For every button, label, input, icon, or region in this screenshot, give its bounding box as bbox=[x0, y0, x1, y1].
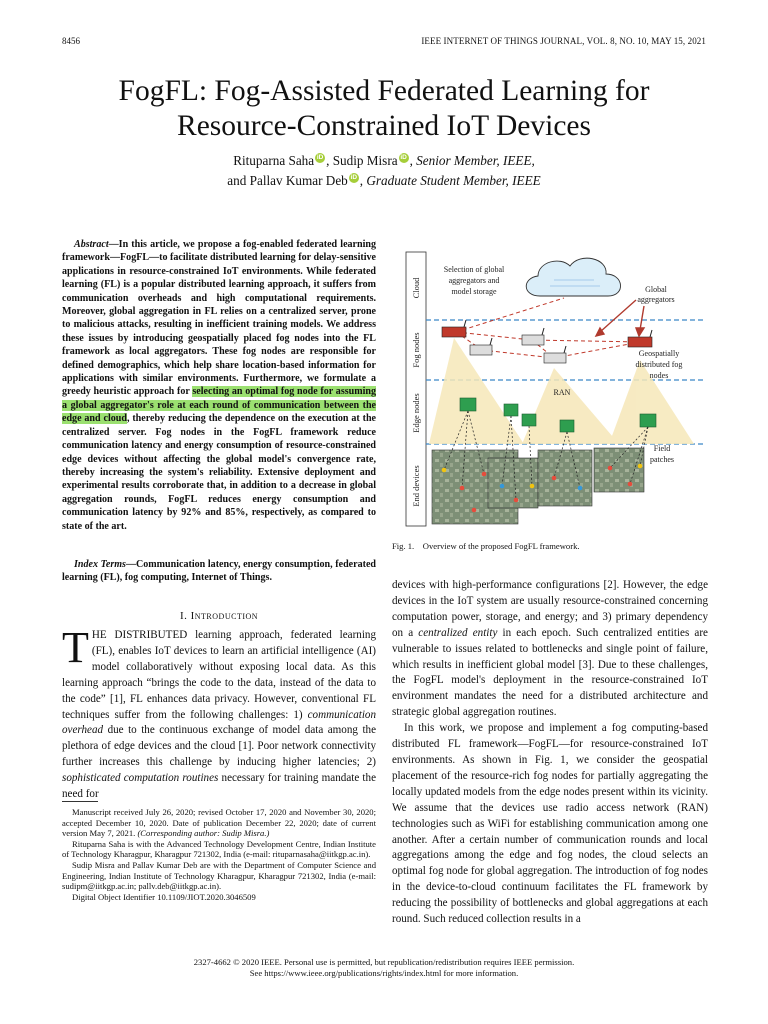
author-role: Senior Member, IEEE, bbox=[416, 153, 535, 168]
footnote-manuscript: Manuscript received July 26, 2020; revised October 17, 2020 and November 30, 2020; accepted December 10, 2020. Date of publication December 22, 2020; date of current version May 7, 2021. (Corresponding author: Sudip Misra.) bbox=[62, 807, 376, 839]
author-block: Rituparna Saha iD , Sudip Misra iD , Senior Member, IEEE, and Pallav Kumar Deb iD , Graduate Student Member, IEEE bbox=[227, 153, 541, 188]
layer-label-cloud: Cloud bbox=[411, 277, 421, 299]
orcid-icon[interactable]: iD bbox=[400, 154, 407, 161]
orcid-icon[interactable]: iD bbox=[350, 174, 358, 181]
footnote-affiliation: Rituparna Saha is with the Advanced Technology Development Centre, Indian Institute of Technology Kharagpur, Kharagpur 721302, India (e-mail: rituparnasaha@iitkgp.ac.in). bbox=[62, 838, 376, 860]
author-name: Sudip Misra bbox=[332, 153, 398, 168]
geo-label-3: nodes bbox=[649, 371, 669, 380]
footnote-doi: Digital Object Identifier 10.1109/JIOT.2020.3046509 bbox=[72, 891, 256, 902]
cloud-icon bbox=[526, 258, 620, 296]
field-patches bbox=[432, 448, 644, 524]
figure-caption: Fig. 1. Overview of the proposed FogFL framework. bbox=[392, 541, 580, 551]
page-number: 8456 bbox=[62, 36, 80, 46]
field-label-2: patches bbox=[650, 455, 674, 464]
section-name: Introduction bbox=[190, 610, 259, 622]
footnote-rule bbox=[62, 801, 98, 802]
global-label-1: Global bbox=[645, 285, 667, 294]
intro-text: necessary for training mandate the need for bbox=[62, 772, 376, 801]
author-name: Rituparna Saha bbox=[233, 153, 315, 168]
footnotes bbox=[62, 807, 376, 902]
cloud-label-1: Selection of global bbox=[443, 265, 505, 274]
index-terms bbox=[62, 558, 376, 585]
figure-1 bbox=[404, 238, 704, 530]
title-line-1: FogFL: Fog-Assisted Federated Learning for bbox=[118, 75, 650, 107]
layer-label-fog: Fog nodes bbox=[411, 332, 421, 368]
global-arrows bbox=[596, 300, 644, 336]
drop-cap: T bbox=[62, 623, 89, 672]
intro-emphasis: sophisticated computation routines bbox=[62, 772, 219, 785]
abstract-lead: Abstract bbox=[74, 239, 109, 250]
layer-label-end: End devices bbox=[411, 465, 421, 507]
intro-text: due to the continuous exchange of model data among the plethora of edge devices and the cloud [1]. Poor network connectivity further increases this challenge by inducing higher latencies; 2) bbox=[62, 724, 376, 769]
index-terms-lead: Index Terms bbox=[74, 559, 126, 570]
section-heading bbox=[62, 610, 376, 622]
section-number: I. bbox=[179, 610, 188, 622]
global-label-2: aggregators bbox=[637, 295, 675, 304]
geo-label-2: distributed fog bbox=[635, 360, 683, 369]
copyright-footer bbox=[0, 957, 768, 979]
author-name: Pallav Kumar Deb bbox=[249, 173, 348, 188]
abstract-highlight: selecting an optimal fog node for assuming a global aggregator's role at each round of communication between the edge and cloud bbox=[62, 386, 376, 425]
intro-text: HE DISTRIBUTED learning approach, federated learning (FL), enables IoT devices to learn an artificial intelligence (AI) model collaboratively without exposing local data. As this learning approach “brings the code to the data, instead of the data to the code” [1], FL enhances data privacy. However, conventional FL techniques suffer from the following challenges: 1) bbox=[62, 629, 376, 721]
footnote-affiliation: Sudip Misra and Pallav Kumar Deb are with the Department of Computer Science and Engineering, Indian Institute of Technology Kharagpur, Kharagpur 721302, India (e-mail: sudipm@iitkgp.ac.in; pallv.deb@iitkgp.ac.in). bbox=[62, 859, 376, 892]
rights-link[interactable]: See https://www.ieee.org/publications/rights/index.html for more information. bbox=[249, 968, 519, 978]
author-connector: and bbox=[227, 173, 247, 188]
fog-node-icons bbox=[442, 320, 652, 363]
layer-label-edge: Edge nodes bbox=[411, 393, 421, 433]
index-terms-text: —Communication latency, energy consumption, federated learning (FL), fog computing, Internet of Things. bbox=[62, 559, 376, 584]
journal-header: IEEE INTERNET OF THINGS JOURNAL, VOL. 8, NO. 10, MAY 15, 2021 bbox=[421, 36, 706, 46]
cloud-label-2: aggregators and bbox=[448, 276, 500, 285]
field-label-1: Field bbox=[653, 444, 671, 453]
right-column-text bbox=[392, 578, 708, 928]
introduction-text bbox=[62, 623, 376, 803]
geo-label-1: Geospatially bbox=[638, 349, 680, 358]
copyright-line: 2327-4662 © 2020 IEEE. Personal use is permitted, but republication/redistribution requires IEEE permission. bbox=[193, 957, 575, 967]
intro-emphasis: communication overhead bbox=[62, 708, 376, 737]
abstract-text-end: , thereby reducing the dependence on the execution at the centralized server. Fog nodes in the FogFL framework reduce communication latency and energy consumption of resource-constrained edge devices without affecting the global model's convergence rate, thereby increasing the system's reliability. Extensive deployment and experimental results corroborate that, in addition to a decrease in global aggregation rounds, FogFL reduces energy consumption and communication latency by 92% and 85%, respectively, as compared to state of the art. bbox=[62, 413, 376, 532]
author-role: Graduate Student Member, IEEE bbox=[366, 173, 541, 188]
abstract bbox=[62, 238, 376, 533]
ran-label: RAN bbox=[553, 388, 571, 397]
title-line-2: Resource-Constrained IoT Devices bbox=[177, 110, 591, 142]
abstract-text: —In this article, we propose a fog-enabled federated learning framework—FogFL—to facilitate distributed learning for delay-sensitive applications in resource-constrained IoT environments. While federated learning (FL) is a popular distributed learning approach, it suffers from communication overheads and high computational requirements. Moreover, global aggregation in FL relies on a centralized server, prone to malicious attacks, resulting in inefficient training models. We address these issues by introducing geospatially placed fog nodes into the FL framework as local aggregators. These fog nodes are responsible for defined demographics, which help share location-based information for applications with similar environments. Furthermore, we formulate a greedy heuristic approach for bbox=[62, 239, 376, 398]
paper-title bbox=[0, 74, 768, 144]
paragraph: In this work, we propose and implement a fog computing-based distributed FL framework—FogFL—for resource-constrained IoT environments. As shown in Fig. 1, we consider the geospatial placement of the resource-rich fog nodes for partially aggregating the locally updated models from the edge nodes present within its vicinity. We assume that the devices use radio access network (RAN) technologies such as WiFi for establishing communication among one another. After a certain number of communication rounds and local aggregations among the edge and fog nodes, the cloud selects an optimal fog node for global aggregation. The introduction of fog nodes in the device-to-cloud continuum facilitates the FL framework by reducing the possibility of bottlenecks and global aggregations at each round. Such reduced collection results in a bbox=[392, 722, 708, 926]
cloud-label-3: model storage bbox=[451, 287, 497, 296]
paragraph: devices with high-performance configurations [2]. However, the edge devices in the IoT system are usually resource-constrained concerning computation power, storage, and energy; and 3) primary dependency on a centralized entity in each epoch. Such centralized entities are vulnerable to issues related to bottlenecks and single point of failure, which results in inefficient global model [3]. Due to these challenges, the FogFL model's deployment in the resource-constrained IoT environment mandates the need for a distributed architecture and strategic global aggregation routines. bbox=[392, 579, 708, 719]
orcid-icon[interactable]: iD bbox=[316, 154, 324, 161]
